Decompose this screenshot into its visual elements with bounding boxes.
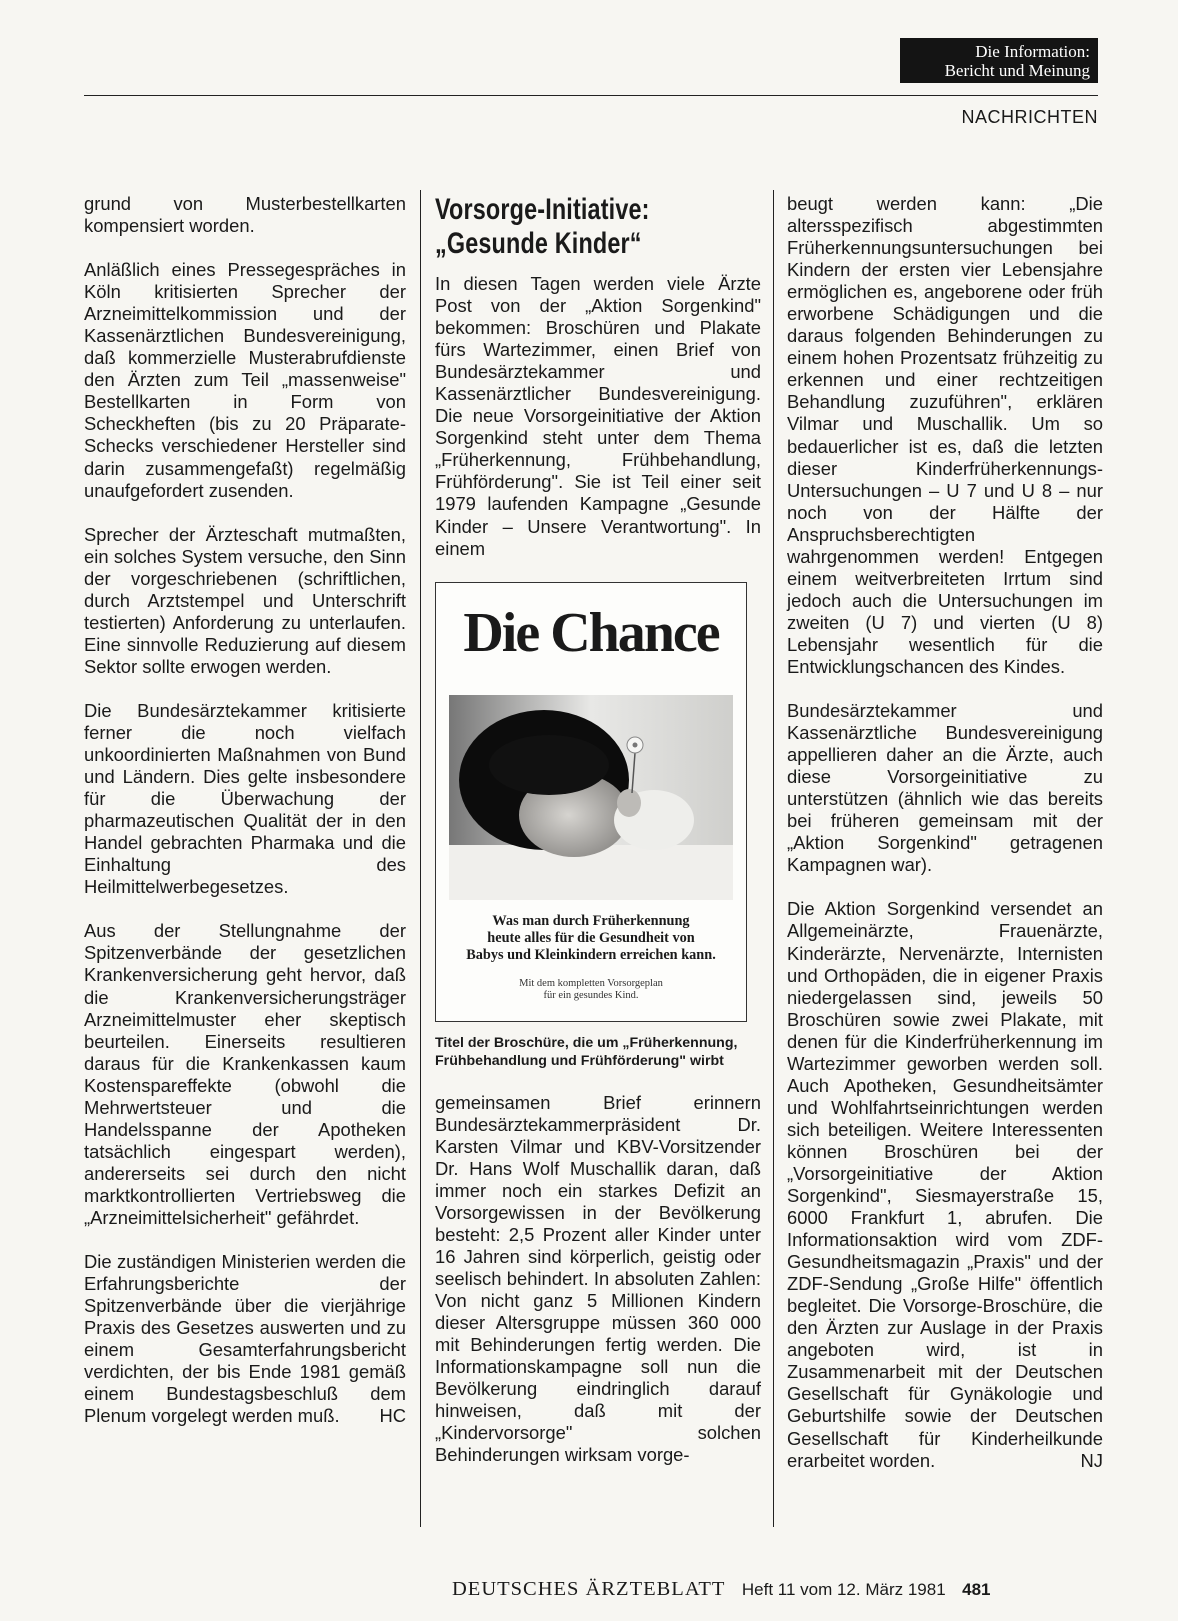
paragraph: Die Bundesärztekammer kritisierte ferner die noch vielfach unkoordinierten Maßnahmen von Bund und Ländern. Dies gelte insbesondere für die Überwachung der pharmazeutischen Qualität der in den Handel gebrachten Pharmaka und die Einhaltung des Heilmittelwerbegesetzes. xyxy=(84,699,406,898)
paragraph xyxy=(787,898,1103,1471)
section-badge xyxy=(900,38,1098,83)
paragraph-text: Die Aktion Sorgenkind versendet an Allgemeinärzte, Frauenärzte, Kinderärzte, Nervenärzte, Internisten und Orthopäden, die in eigener Praxis niedergelassen sind, jeweils 50 Broschüren sowie zwei Plakate, mit denen für die Kinderfrüherkennung im Wartezimmer geworben werden soll. Auch Apotheken, Gesundheitsämter und Wohlfahrtseinrichtungen werden sich beteiligen. Weitere Interessenten können Broschüren bei der „Vorsorgeinitiative der Aktion Sorgenkind", Siesmayerstraße 15, 6000 Frankfurt 1, abrufen. Die Informationsaktion wird vom ZDF-Gesundheitsmagazin „Praxis" und der ZDF-Sendung „Große Hilfe" öffentlich begleitet. Die Vorsorge-Broschüre, die den Ärzten zur Auslage in der Praxis angeboten wird, ist in Zusammenarbeit mit der Deutschen Gesellschaft für Gynäkologie und Geburtshilfe sowie der Deutschen Gesellschaft für Kinderheilkunde erarbeitet worden. xyxy=(787,898,1103,1471)
author-signature: HC xyxy=(379,1405,406,1427)
magazine-name: DEUTSCHES ÄRZTEBLATT xyxy=(452,1578,726,1600)
column-rule xyxy=(773,190,774,1527)
page-footer xyxy=(452,1578,990,1601)
paragraph-text: Die zuständigen Ministerien werden die Erfahrungsberichte der Spitzenverbände über die vierjährige Praxis des Gesetzes auswerten und zu einem Gesamterfahrungsbericht verdichten, der bis Ende 1981 gemäß einem Bundestagsbeschluß dem Plenum vorgelegt werden muß. xyxy=(84,1251,406,1427)
header-rule xyxy=(84,95,1098,96)
headline-line-1: Vorsorge-Initiative: xyxy=(435,193,650,226)
figure-caption: Titel der Broschüre, die um „Früherkennung, Frühbehandlung und Frühförderung" wirbt xyxy=(435,1034,738,1069)
badge-line-2: Bericht und Meinung xyxy=(944,61,1090,80)
brochure-title: Die Chance xyxy=(463,601,719,664)
subline-line-2: für ein gesundes Kind. xyxy=(543,989,639,1001)
paragraph: Aus der Stellungnahme der Spitzenverbände der gesetzlichen Krankenversicherung geht hervor, daß die Krankenversicherungsträger Arzneimittelmuster eher skeptisch beurteilen. Einerseits resultieren daraus für die Krankenkassen kaum Kostenspareffekte (obwohl die Mehrwertsteuer und die Handelsspanne der Apotheken tatsächlich eingespart werden), andererseits sei durch den nicht marktkontrollierten Vertriebsweg die „Arzneimittelsicherheit" gefährdet. xyxy=(84,920,406,1228)
paragraph xyxy=(84,1251,406,1427)
subline-line-1: Mit dem kompletten Vorsorgeplan xyxy=(519,977,663,989)
column-2 xyxy=(435,193,761,1488)
column-1 xyxy=(84,193,406,1449)
paragraph: Sprecher der Ärzteschaft mutmaßten, ein solches System versuche, den Sinn der vorgeschriebenen (schriftlichen, durch Arztstempel und Unterschrift testierten) Anforderung zu unterlaufen. Eine sinnvolle Reduzierung auf diesem Sektor sollte erwogen werden. xyxy=(84,523,406,677)
baby-photo xyxy=(449,695,733,900)
paragraph: beugt werden kann: „Die altersspezifisch abgestimmten Früherkennungsuntersuchungen bei Kindern der ersten vier Lebensjahre ermöglichen es, angeborene oder früh erworbene Schädigungen und die daraus folgenden Behinderungen zu einem hohen Prozentsatz frühzeitig zu erkennen und einer rechtzeitigen Behandlung zuzuführen", erklären Vilmar und Muschallik. Um so bedauerlicher ist es, daß die letzten dieser Kinderfrüherkennungs-Untersuchungen – U 7 und U 8 – nur noch von der Hälfte der Anspruchsberechtigten wahrgenommen werden! Entgegen einem weitverbreiteten Irrtum sind jedoch auch die Untersuchungen im zweiten (U 7) und vierten (U 8) Lebensjahr wesentlich für die Entwicklungschancen des Kindes. xyxy=(787,193,1103,677)
tagline-line-1: Was man durch Früherkennung xyxy=(492,912,690,929)
brochure-cover-figure xyxy=(435,582,747,1022)
tagline-line-3: Babys und Kleinkindern erreichen kann. xyxy=(466,946,716,963)
page-number: 481 xyxy=(962,1580,991,1599)
paragraph: In diesen Tagen werden viele Ärzte Post von der „Aktion Sorgenkind" bekommen: Broschüren und Plakate fürs Wartezimmer, einen Brief von Bundesärztekammer und Kassenärztlicher Bundesvereinigung. Die neue Vorsorgeinitiative der Aktion Sorgenkind steht unter dem Thema „Früherkennung, Frühbehandlung, Frühförderung". Sie ist Teil einer seit 1979 laufenden Kampagne „Gesunde Kinder – Unsere Verantwortung". In einem xyxy=(435,273,761,559)
paragraph: grund von Musterbestellkarten kompensiert worden. xyxy=(84,193,406,237)
paragraph: Bundesärztekammer und Kassenärztliche Bundesvereinigung appellieren daher an die Ärzte, auch diese Vorsorgeinitiative zu unterstützen (ähnlich wie das bereits bei früheren gemeinsam mit der „Aktion Sorgenkind" getragenen Kampagnen war). xyxy=(787,700,1103,876)
brochure-subline xyxy=(436,978,746,1002)
brochure-tagline xyxy=(436,913,746,964)
paragraph: gemeinsamen Brief erinnern Bundesärztekammerpräsident Dr. Karsten Vilmar und KBV-Vorsitzender Dr. Hans Wolf Muschallik daran, daß immer noch ein starkes Defizit an Vorsorgewissen in der Bevölkerung besteht: 2,5 Prozent aller Kinder unter 16 Jahren sind körperlich, geistig oder seelisch behindert. In absoluten Zahlen: Von nicht ganz 5 Millionen Kindern dieser Altersgruppe müssen 360 000 mit Behinderungen fertig werden. Die Informationskampagne soll nun die Bevölkerung eindringlich darauf hinweisen, daß mit der „Kindervorsorge" solchen Behinderungen wirksam vorge- xyxy=(435,1091,761,1466)
issue-info: Heft 11 vom 12. März 1981 xyxy=(741,1580,946,1599)
headline-line-2: „Gesunde Kinder“ xyxy=(435,227,642,260)
author-signature: NJ xyxy=(1080,1449,1103,1471)
column-3 xyxy=(787,193,1103,1494)
badge-line-1: Die Information: xyxy=(975,42,1090,61)
article-headline xyxy=(435,193,760,261)
column-rule xyxy=(420,190,421,1527)
paragraph: Anläßlich eines Pressegespräches in Köln kritisierten Sprecher der Arzneimittelkommission und der Kassenärztlichen Bundesvereinigung, daß kommerzielle Musterabrufdienste den Ärzten zum Teil „massenweise" Bestellkarten in Form von Scheckheften (bis zu 20 Präparate-Schecks verschiedener Hersteller sind darin zusammengefaßt) regelmäßig unaufgefordert zusenden. xyxy=(84,259,406,501)
baby-photo-image xyxy=(449,695,733,900)
section-label: NACHRICHTEN xyxy=(961,107,1098,127)
tagline-line-2: heute alles für die Gesundheit von xyxy=(487,929,695,946)
